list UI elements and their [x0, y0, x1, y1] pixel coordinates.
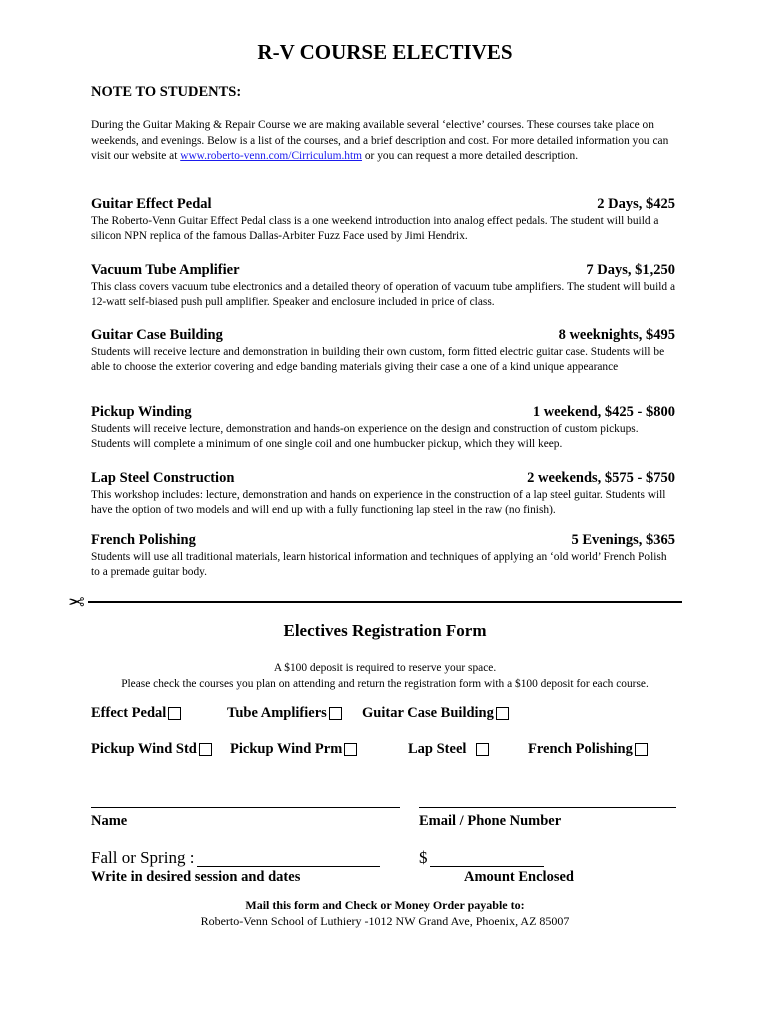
email-phone-label: Email / Phone Number [419, 813, 562, 829]
session-value: Fall or Spring : [91, 848, 195, 867]
course-price: 2 weekends, $575 - $750 [527, 470, 675, 486]
checkbox[interactable] [476, 743, 489, 756]
deposit-line-1: A $100 deposit is required to reserve your space. [273, 662, 497, 674]
intro-text: During the Guitar Making & Repair Course we are making available several ‘elective’ courses. These courses take place on weekends, and evenings. Below is a list of the courses, and a brief description and cost. For more detailed information you can visit our website at [91, 119, 669, 163]
website-link[interactable]: www.roberto-venn.com/Cirriculum.htm [180, 150, 363, 163]
option-label: French Polishing [528, 741, 633, 757]
course-name: Pickup Winding [91, 404, 192, 420]
mail-instruction: Mail this form and Check or Money Order payable to: [245, 898, 525, 912]
email-phone-field[interactable] [419, 807, 676, 808]
option-pickup-wind-prm[interactable] [230, 741, 357, 758]
course-lap-steel-construction [91, 470, 675, 519]
course-name: Guitar Effect Pedal [91, 196, 212, 212]
option-pickup-wind-std[interactable] [91, 741, 212, 758]
option-label: Guitar Case Building [362, 705, 494, 721]
course-price: 2 Days, $425 [597, 196, 675, 212]
amount-label: Amount Enclosed [464, 869, 574, 885]
name-field[interactable] [91, 807, 400, 808]
school-address: Roberto-Venn School of Luthiery -1012 NW Grand Ave, Phoenix, AZ 85007 [200, 914, 570, 928]
course-french-polishing [91, 532, 675, 581]
note-heading: NOTE TO STUDENTS: [91, 84, 242, 100]
option-label: Tube Amplifiers [227, 705, 327, 721]
option-label: Lap Steel [408, 741, 467, 757]
option-label: Pickup Wind Std [91, 741, 197, 757]
option-effect-pedal[interactable] [91, 705, 181, 722]
form-title: Electives Registration Form [283, 621, 487, 640]
scissors-icon: ✂ [68, 590, 85, 614]
course-price: 7 Days, $1,250 [586, 262, 675, 278]
course-description: The Roberto-Venn Guitar Effect Pedal class is a one weekend introduction into analog effect pedals. The student will build a silicon NPN replica of the famous Dallas-Arbiter Fuzz Face used by Jimi Hendrix. [91, 215, 659, 243]
course-price: 5 Evenings, $365 [571, 532, 675, 548]
page-title: R-V COURSE ELECTIVES [257, 40, 513, 64]
checkbox[interactable] [344, 743, 357, 756]
option-tube-amplifiers[interactable] [227, 705, 342, 722]
course-pickup-winding [91, 404, 675, 453]
amount-field[interactable] [430, 866, 544, 867]
option-guitar-case-building[interactable] [362, 705, 509, 722]
course-guitar-effect-pedal [91, 196, 675, 245]
course-guitar-case-building [91, 327, 675, 376]
amount-value: $ [419, 848, 428, 867]
intro-text-end: or you can request a more detailed description. [362, 150, 579, 163]
intro-paragraph [91, 118, 681, 165]
option-label: Effect Pedal [91, 705, 167, 721]
course-description: Students will use all traditional materials, learn historical information and techniques of applying an ‘old world’ French Polish to a premade guitar body. [91, 551, 667, 579]
deposit-line-2: Please check the courses you plan on attending and return the registration form with a $100 deposit for each course. [121, 678, 649, 690]
course-price: 1 weekend, $425 - $800 [532, 404, 675, 420]
option-french-polishing[interactable] [528, 741, 648, 758]
course-description: This workshop includes: lecture, demonstration and hands on experience in the construction of a lap steel guitar. Students will have the option of two models and will end up with a fully functioning lap steel in the raw (no finish). [91, 489, 666, 517]
cut-line-divider [88, 601, 682, 603]
checkbox[interactable] [329, 707, 342, 720]
checkbox[interactable] [168, 707, 181, 720]
checkbox[interactable] [635, 743, 648, 756]
deposit-note [0, 660, 770, 692]
session-label: Write in desired session and dates [91, 869, 301, 885]
checkbox[interactable] [199, 743, 212, 756]
session-field[interactable] [197, 866, 380, 867]
course-name: Lap Steel Construction [91, 470, 235, 486]
course-name: Guitar Case Building [91, 327, 223, 343]
checkbox[interactable] [496, 707, 509, 720]
course-vacuum-tube-amplifier [91, 262, 675, 311]
name-label: Name [91, 813, 128, 829]
course-price: 8 weeknights, $495 [558, 327, 675, 343]
option-label: Pickup Wind Prm [230, 741, 343, 757]
course-description: This class covers vacuum tube electronics and a detailed theory of operation of vacuum tube amplifiers. The student will build a 12-watt self-biased push pull amplifier. Speaker and enclosure included in price of class. [91, 281, 676, 309]
option-lap-steel[interactable] [408, 741, 489, 758]
course-description: Students will receive lecture and demonstration in building their own custom, form fitted electric guitar case. Students will be able to choose the exterior covering and edge banding materials giving their case a one of a kind unique appearance [91, 346, 665, 374]
course-name: Vacuum Tube Amplifier [91, 262, 240, 278]
course-name: French Polishing [91, 532, 196, 548]
course-description: Students will receive lecture, demonstration and hands-on experience on the design and construction of custom pickups. Students will complete a minimum of one single coil and one humbucker pickup, which they will keep. [91, 423, 639, 451]
